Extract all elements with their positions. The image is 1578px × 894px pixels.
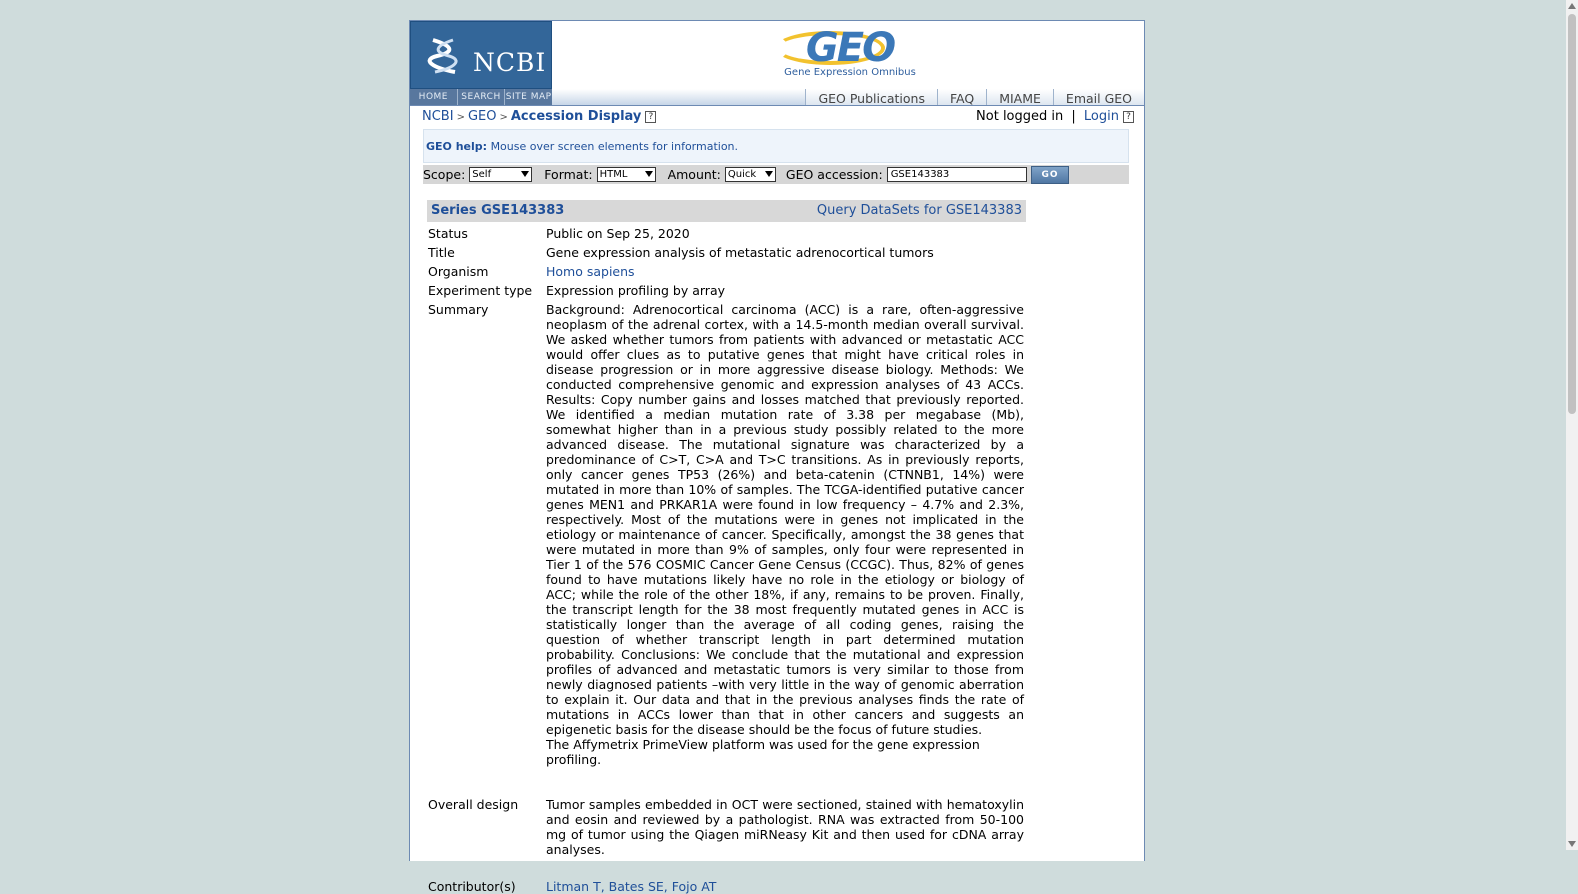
nav-site-map[interactable]: SITE MAP	[505, 92, 552, 102]
accession-input[interactable]: GSE143383	[887, 167, 1027, 182]
nav-miame[interactable]: MIAME	[986, 89, 1053, 105]
organism-link[interactable]: Homo sapiens	[546, 264, 635, 279]
scrollbar[interactable]	[1566, 0, 1578, 850]
geo-help-box	[423, 129, 1129, 163]
login-area	[976, 109, 1134, 124]
scroll-down-icon[interactable]	[1568, 841, 1576, 847]
experiment-key: Experiment type	[428, 283, 533, 298]
contributors-key: Contributor(s)	[428, 879, 516, 894]
help-label: GEO help:	[426, 140, 488, 153]
series-header	[427, 200, 1026, 222]
geo-logo-subtitle: Gene Expression Omnibus	[784, 67, 916, 78]
scroll-up-icon[interactable]	[1568, 3, 1576, 9]
geo-page	[409, 20, 1145, 894]
nav-home[interactable]: HOME	[410, 89, 458, 105]
chevron-down-icon	[765, 171, 773, 177]
title-value: Gene expression analysis of metastatic adrenocortical tumors	[546, 245, 934, 260]
format-label: Format:	[544, 167, 593, 182]
title-key: Title	[428, 245, 455, 260]
dna-helix-icon	[425, 36, 465, 76]
ncbi-logo-text: NCBI	[473, 48, 547, 77]
scope-select[interactable]	[469, 167, 532, 182]
chevron-down-icon	[645, 171, 653, 177]
amount-label: Amount:	[667, 167, 721, 182]
breadcrumb-ncbi[interactable]: NCBI	[422, 109, 454, 124]
ncbi-nav	[410, 89, 552, 105]
geo-logo-text: GEO	[805, 25, 895, 71]
geo-nav	[805, 89, 1144, 105]
organism-key: Organism	[428, 264, 489, 279]
series-details	[428, 224, 1028, 894]
query-datasets-link[interactable]: Query DataSets for GSE143383	[816, 203, 1022, 218]
help-icon[interactable]: ?	[1123, 111, 1134, 123]
summary-platform: The Affymetrix PrimeView platform was used for the gene expression profiling.	[546, 737, 980, 767]
overall-design-key: Overall design	[428, 797, 519, 812]
nav-email-geo[interactable]: Email GEO	[1053, 89, 1144, 105]
breadcrumb	[422, 109, 656, 124]
status-value: Public on Sep 25, 2020	[546, 226, 690, 241]
scope-value: Self	[472, 169, 492, 180]
login-link[interactable]: Login	[1083, 109, 1119, 124]
breadcrumb-geo[interactable]: GEO	[467, 109, 497, 124]
accession-label: GEO accession:	[785, 167, 883, 182]
nav-search[interactable]: SEARCH	[458, 89, 506, 105]
query-bar	[423, 165, 1129, 184]
summary-value: Background: Adrenocortical carcinoma (ACC) is a rare, often-aggressive neoplasm of the adrenal cortex, with a 14.5-month median overall survival. We asked whether tumors from patients with advanced or metastatic ACC would offer clues as to putative genes that might have critical roles in disease progression or in more aggressive disease biology. Methods: We conducted comprehensive genomic and expression analyses of 43 ACCs. Results: Copy number gains and losses matched that previously reported. We identified a median mutation rate of 3.38 per megabase (Mb), somewhat higher than in a previous study possibly related to the more advanced disease. The mutational signature was characterized by a predominance of C>T, C>A and T>C transitions. As in previously reports, only cancer genes TP53 (26%) and beta-catenin (CTNNB1, 14%) were mutated in more than 10% of samples. The TCGA-identified putative cancer genes MEN1 and PRKAR1A were found in low frequency – 4.7% and 2.3%, respectively. Most of the mutations were in genes not implicated in the etiology or maintenance of cancer. Specifically, amongst the 38 genes that were mutated in more than 9% of samples, only four were represented in Tier 1 of the 576 COSMIC Cancer Gene Census (CCGC). Thus, 82% of genes found to have mutations likely have no role in the etiology or biology of ACC; while the role of the other 18%, if any, remains to be proven. Finally, the transcript length for the 38 most frequently mutated genes in ACC is statistically longer than the average of all coding genes, raising the question of whether transcript length in part determined mutation probability. Conclusions: We conclude that the mutational and expression profiles of advanced and metastatic tumors is very similar to those from newly diagnosed patients –with very little in the way of genomic aberration to explain it. Our data and that in the previous analyses finds the rate of mutations in ACCs lower than that in other cancers and suggests an epigenetic basis for the disease should be the focus of future studies.	[546, 302, 1024, 737]
status-key: Status	[428, 226, 468, 241]
amount-select[interactable]	[725, 167, 776, 182]
nav-geo-publications[interactable]: GEO Publications	[805, 89, 937, 105]
login-status: Not logged in	[976, 109, 1064, 124]
series-title: Series GSE143383	[431, 203, 565, 218]
contributors-link[interactable]: Litman T, Bates SE, Fojo AT	[546, 879, 717, 894]
format-value: HTML	[599, 169, 628, 180]
go-button[interactable]: GO	[1031, 166, 1069, 184]
amount-value: Quick	[727, 169, 757, 180]
login-sep: |	[1071, 109, 1076, 124]
chevron-down-icon	[521, 171, 529, 177]
breadcrumb-sep: >	[456, 112, 465, 123]
help-icon[interactable]: ?	[645, 111, 656, 123]
geo-logo[interactable]	[770, 27, 930, 85]
ncbi-logo[interactable]	[410, 21, 552, 89]
summary-key: Summary	[428, 302, 489, 317]
format-select[interactable]	[597, 167, 656, 182]
overall-design-value: Tumor samples embedded in OCT were sectioned, stained with hematoxylin and eosin and reviewed by a pathologist. RNA was extracted from 50-100 mg of tumor using the Qiagen miRNeasy Kit and then used for cDNA array analyses.	[546, 797, 1024, 857]
scroll-thumb[interactable]	[1568, 14, 1576, 414]
nav-faq[interactable]: FAQ	[937, 89, 986, 105]
breadcrumb-current: Accession Display	[510, 109, 642, 124]
help-text: Mouse over screen elements for information.	[490, 140, 739, 153]
experiment-value: Expression profiling by array	[546, 283, 726, 298]
scope-label: Scope:	[423, 167, 466, 182]
breadcrumb-sep: >	[499, 112, 508, 123]
